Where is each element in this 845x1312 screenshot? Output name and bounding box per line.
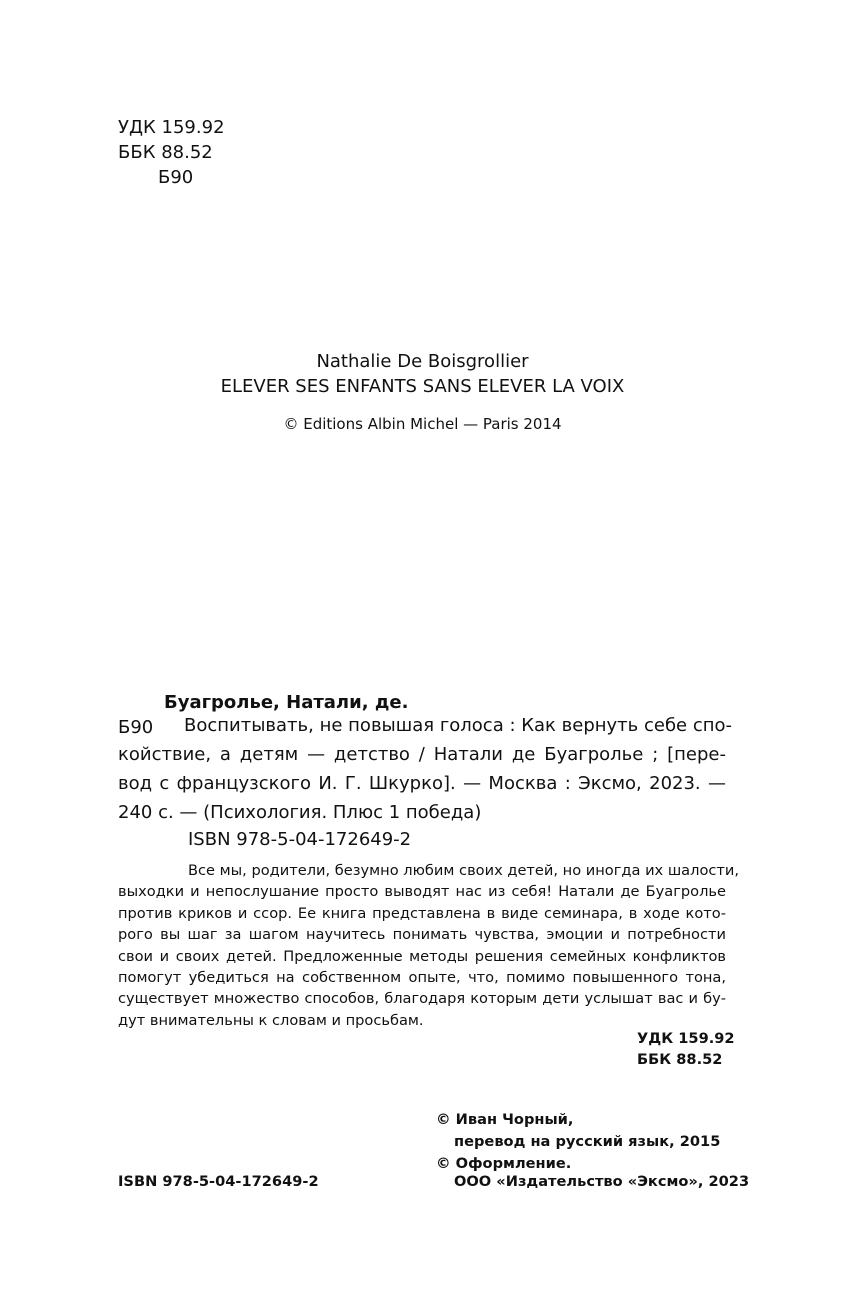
- record-isbn: ISBN 978-5-04-172649-2: [188, 829, 412, 850]
- annotation-bbk: ББК 88.52: [637, 1051, 723, 1068]
- design-copyright-detail: ООО «Издательство «Эксмо», 2023: [454, 1173, 750, 1190]
- bibliographic-description: [118, 711, 733, 827]
- description-line: 240 с. — (Психология. Плюс 1 победа): [118, 802, 482, 823]
- annotation-udk: УДК 159.92: [637, 1030, 735, 1047]
- description-line: Воспитывать, не повышая голоса : Как вернуть себе спо-: [184, 715, 733, 736]
- udk-code: УДК 159.92: [118, 117, 225, 138]
- translation-copyright-detail: перевод на русский язык, 2015: [454, 1133, 721, 1150]
- annotation-line: Все мы, родители, безумно любим своих детей, но иногда их шалости,: [188, 862, 740, 879]
- description-line: койствие, а детям — детство / Натали де Буагролье ; [пере-: [118, 744, 726, 765]
- record-author-sign: Б90: [118, 717, 154, 738]
- annotation-line: выходки и непослушание просто выводят нас из себя! Натали де Буагролье: [118, 883, 726, 901]
- original-author: Nathalie De Boisgrollier: [316, 351, 529, 372]
- bbk-code: ББК 88.52: [118, 142, 213, 163]
- description-line: вод с французского И. Г. Шкурко]. — Москва : Эксмо, 2023. —: [118, 773, 726, 794]
- original-title: ELEVER SES ENFANTS SANS ELEVER LA VOIX: [220, 376, 625, 397]
- original-copyright: © Editions Albin Michel — Paris 2014: [283, 415, 562, 433]
- annotation-line: существует множество способов, благодаря которым дети услышат вас и бу-: [118, 990, 726, 1008]
- translation-copyright: © Иван Чорный,: [436, 1111, 574, 1128]
- author-heading: Буагролье, Натали, де.: [164, 692, 409, 713]
- design-copyright: © Оформление.: [436, 1155, 572, 1172]
- annotation-line: рого вы шаг за шагом научитесь понимать чувства, эмоции и потребности: [118, 926, 726, 944]
- author-sign: Б90: [158, 167, 194, 188]
- annotation-line: помогут убедиться на собственном опыте, что, помимо повышенного тона,: [118, 969, 726, 987]
- annotation-line: свои и своих детей. Предложенные методы решения семейных конфликтов: [118, 947, 726, 965]
- annotation-line: дут внимательны к словам и просьбам.: [118, 1011, 424, 1029]
- annotation-line: против криков и ссор. Ее книга представлена в виде семинара, в ходе кото-: [118, 904, 726, 922]
- annotation: [118, 860, 740, 1031]
- footer-isbn: ISBN 978-5-04-172649-2: [118, 1173, 319, 1190]
